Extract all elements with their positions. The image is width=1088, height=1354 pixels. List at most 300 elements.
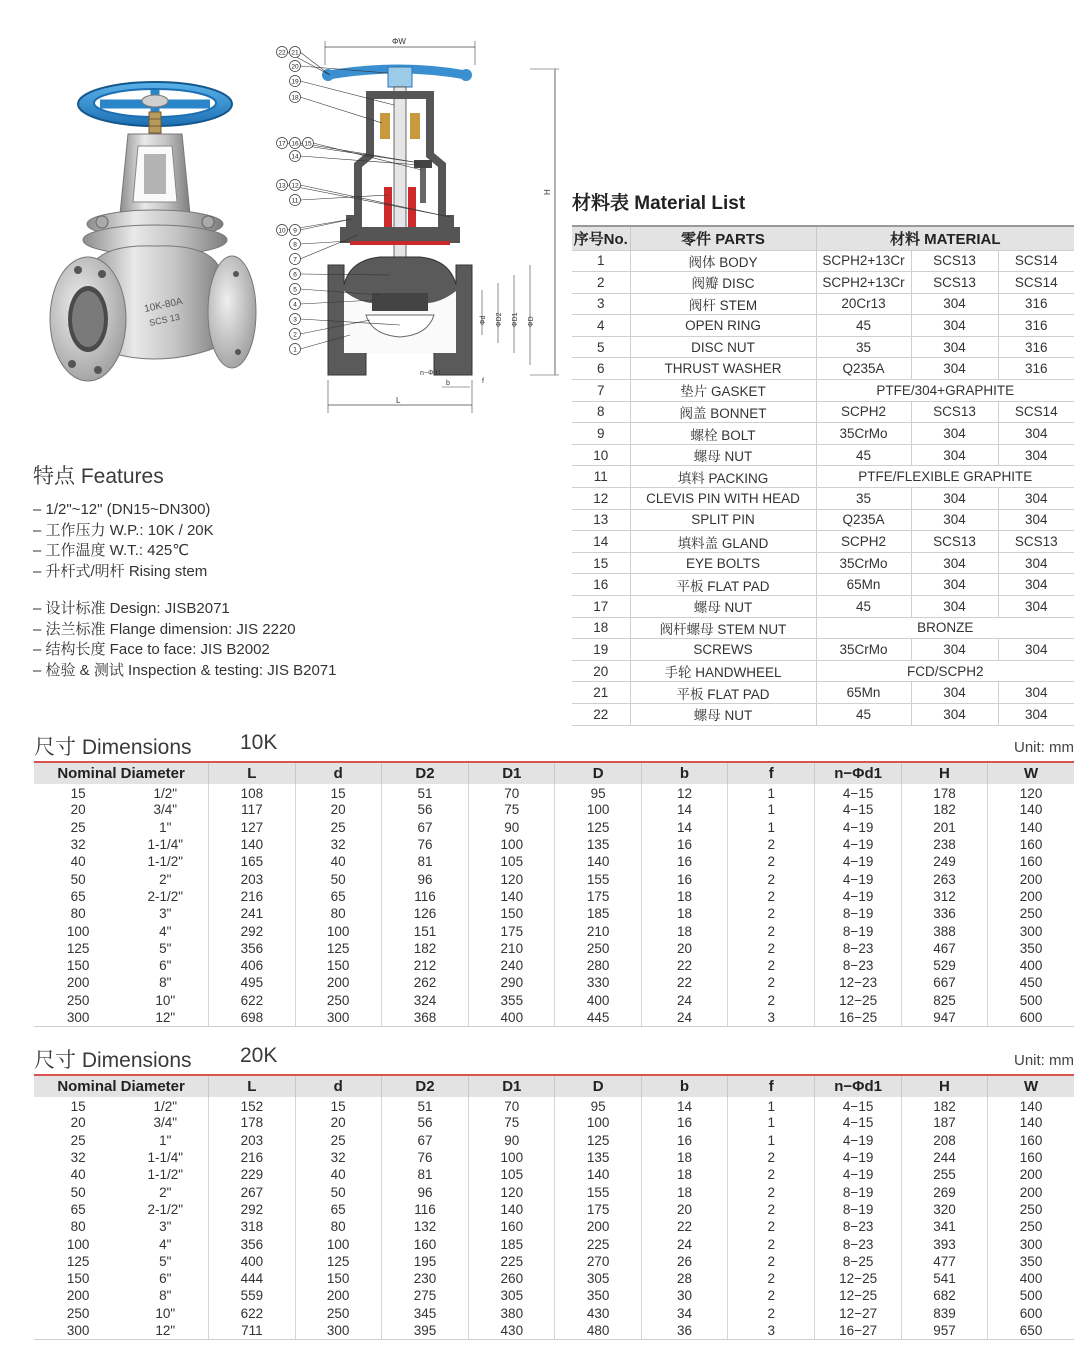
material-cell: SPLIT PIN [630,509,816,531]
dimensions-row [34,1287,1074,1304]
dimensions-cell: 250 [295,1305,381,1322]
dimensions-cell: 16 [641,1132,727,1149]
dimensions-cell: 2" [159,1184,172,1200]
dimensions-cell: 20 [70,1115,86,1131]
dimensions-cell: 32 [70,837,86,853]
balloon-number: 6 [293,271,297,279]
dimensions-cell: 4−15 [815,784,901,801]
dimensions-cell: 195 [381,1253,468,1270]
dimensions-cell: 32 [295,1149,381,1166]
dimensions-cell: 50 [70,871,86,887]
material-row [572,315,1074,337]
dimensions-cell: 241 [209,905,295,922]
dimensions-cell: 22 [641,974,727,991]
dimensions-cell: 75 [469,801,555,818]
dimensions-row [34,1201,1074,1218]
dimensions-cell: 65 [70,888,86,904]
dimensions-cell: 711 [209,1322,295,1339]
dimensions-cell: 140 [988,801,1074,818]
dimensions-row [34,801,1074,818]
feature-item: – 工作温度 W.T.: 425℃ [33,541,553,562]
material-cell: 螺母 NUT [630,703,816,725]
material-cell: PTFE/304+GRAPHITE [816,380,1074,402]
header-no: 序号No. [572,226,630,250]
dimensions-cell: 430 [469,1322,555,1339]
dimensions-cell: 26 [641,1253,727,1270]
dimensions-cell: 210 [555,922,641,939]
dimensions-cell: 95 [555,784,641,801]
material-cell: 304 [911,444,998,466]
dimensions-cell: 2 [728,940,815,957]
material-cell: 10 [572,444,630,466]
material-cell: 304 [911,703,998,725]
dimensions-header: b [641,1075,727,1097]
material-row [572,682,1074,704]
dimensions-cell: 34 [641,1305,727,1322]
dimensions-cell: 100 [295,1235,381,1252]
dimensions-cell: 182 [901,801,987,818]
dimensions-cell: 5" [159,1253,172,1269]
dimensions-cell: 300 [988,1235,1074,1252]
dimensions-header: b [641,762,727,784]
dimensions-cell: 50 [295,1183,381,1200]
dimensions-cell: 622 [209,992,295,1009]
material-cell: 6 [572,358,630,380]
dimensions-cell: 160 [988,1132,1074,1149]
dimensions-cell: 529 [901,957,987,974]
balloon-number: 19 [291,78,299,86]
dimensions-header: Nominal Diameter [34,1075,209,1097]
material-cell: 9 [572,423,630,445]
dimensions-cell: 290 [469,974,555,991]
dimensions-cell: 200 [66,975,90,991]
dimensions-row [34,1218,1074,1235]
dimensions-cell: 1-1/4" [147,837,184,853]
dimensions-cell: 160 [988,836,1074,853]
dimensions-cell: 559 [209,1287,295,1304]
material-cell: SCS14 [998,250,1074,272]
material-list-section [572,188,1074,726]
material-cell: 19 [572,639,630,661]
dimensions-cell: 2 [728,1287,815,1304]
dimensions-cell: 100 [469,836,555,853]
material-list-title: 材料表 Material List [572,193,746,214]
feature-item: – 1/2"~12" (DN15~DN300) [33,500,553,521]
dimensions-cell: 125 [295,1253,381,1270]
dimensions-cell: 200 [988,1183,1074,1200]
dimensions-cell: 2 [728,888,815,905]
dimensions-cell: 250 [66,1305,90,1321]
dimensions-cell: 477 [901,1253,987,1270]
material-cell: 螺母 NUT [630,596,816,618]
dimensions-cell: 65 [70,1201,86,1217]
dimensions-row [34,870,1074,887]
dim-label-d: Φd [480,315,487,325]
dimensions-cell: 175 [469,922,555,939]
dimensions-header: f [728,1075,815,1097]
dimensions-cell: 336 [901,905,987,922]
balloon-number: 2 [293,331,297,339]
material-table-header [572,226,1074,250]
dimensions-cell: 4" [159,923,172,939]
dimensions-cell: 208 [901,1132,987,1149]
dimensions-cell: 350 [555,1287,641,1304]
dimensions-cell: 75 [469,1114,555,1131]
dimensions-cell: 160 [988,1149,1074,1166]
dimensions-cell: 622 [209,1305,295,1322]
dimensions-cell: 406 [209,957,295,974]
dimensions-cell: 201 [901,819,987,836]
dimensions-cell: 2 [728,1253,815,1270]
dimensions-row [34,1009,1074,1026]
dimensions-row [34,1305,1074,1322]
dimensions-cell: 100 [555,801,641,818]
dimensions-cell: 140 [555,1166,641,1183]
dimensions-cell: 182 [381,940,468,957]
dimensions-cell: 51 [381,784,468,801]
dimensions-cell: 185 [555,905,641,922]
material-cell: 316 [998,358,1074,380]
header-material: 材料 MATERIAL [816,226,1074,250]
dimensions-cell: 682 [901,1287,987,1304]
dimensions-cell: 16 [641,870,727,887]
dimensions-cell: 300 [988,922,1074,939]
dimensions-cell: 495 [209,974,295,991]
dimensions-cell: 467 [901,940,987,957]
dimensions-cell: 3 [728,1322,815,1339]
dimensions-10k-section [34,731,1074,1027]
dimensions-header: d [295,1075,381,1097]
material-cell: SCREWS [630,639,816,661]
dimensions-cell: 957 [901,1322,987,1339]
dimensions-cell: 20 [295,801,381,818]
dimensions-cell: 2 [728,974,815,991]
dimensions-cell: 450 [988,974,1074,991]
material-cell: 20 [572,660,630,682]
material-cell: OPEN RING [630,315,816,337]
material-cell: 14 [572,531,630,553]
dimensions-cell: 200 [295,974,381,991]
dimensions-header: d [295,762,381,784]
material-row [572,250,1074,272]
material-cell: 阀瓣 DISC [630,272,816,294]
dimensions-cell: 200 [988,1166,1074,1183]
dimensions-cell: 50 [70,1184,86,1200]
dimensions-cell: 80 [70,906,86,922]
material-cell: 2 [572,272,630,294]
dimensions-cell: 229 [209,1166,295,1183]
dimensions-cell: 20 [641,940,727,957]
dimensions-row [34,888,1074,905]
material-row [572,531,1074,553]
dimensions-cell: 2 [728,1183,815,1200]
dimensions-cell: 80 [295,905,381,922]
dimensions-cell: 70 [469,784,555,801]
material-cell: 填料盖 GLAND [630,531,816,553]
dimensions-cell: 25 [295,1132,381,1149]
dimensions-cell: 250 [988,1218,1074,1235]
dimensions-cell: 12−27 [815,1305,901,1322]
material-cell: 316 [998,315,1074,337]
dimensions-cell: 165 [209,853,295,870]
dimensions-cell: 125 [555,819,641,836]
material-cell: THRUST WASHER [630,358,816,380]
material-row [572,293,1074,315]
dimensions-row [34,853,1074,870]
dimensions-cell: 30 [641,1287,727,1304]
dimensions-row [34,1183,1074,1200]
dimensions-header: D1 [469,762,555,784]
dimensions-cell: 300 [295,1322,381,1339]
dimensions-cell: 5" [159,940,172,956]
dim-label-d2: ΦD2 [496,312,503,327]
dimensions-cell: 393 [901,1235,987,1252]
dimensions-cell: 14 [641,801,727,818]
dimensions-row [34,1235,1074,1252]
dimensions-cell: 150 [295,1270,381,1287]
dimensions-cell: 16 [641,853,727,870]
material-cell: 304 [911,336,998,358]
dimensions-cell: 150 [66,958,90,974]
dimensions-row [34,940,1074,957]
material-cell: 304 [911,293,998,315]
balloon-number: 11 [291,197,299,205]
dimensions-cell: 350 [988,940,1074,957]
unit-label: Unit: mm [1014,739,1074,756]
material-row [572,703,1074,725]
dimensions-cell: 132 [381,1218,468,1235]
material-cell: 304 [998,488,1074,510]
dimensions-row [34,1132,1074,1149]
dimensions-cell: 12−25 [815,992,901,1009]
dimensions-cell: 255 [901,1166,987,1183]
dimensions-cell: 120 [469,1183,555,1200]
dimensions-cell: 203 [209,1132,295,1149]
dimensions-cell: 400 [555,992,641,1009]
dimensions-row [34,819,1074,836]
dimensions-cell: 395 [381,1322,468,1339]
material-cell: 304 [998,423,1074,445]
material-cell: BRONZE [816,617,1074,639]
dimensions-cell: 116 [381,1201,468,1218]
pressure-class: 20K [240,1044,278,1067]
dimensions-row [34,957,1074,974]
material-cell: SCS14 [998,401,1074,423]
dimensions-cell: 18 [641,1149,727,1166]
dimensions-cell: 100 [295,922,381,939]
dimensions-cell: 210 [469,940,555,957]
dimensions-cell: 25 [70,1132,86,1148]
material-cell: 5 [572,336,630,358]
dimensions-cell: 105 [469,853,555,870]
dimensions-cell: 8" [159,1288,172,1304]
dimensions-cell: 275 [381,1287,468,1304]
dimensions-cell: 12−23 [815,974,901,991]
dimensions-cell: 12 [641,784,727,801]
dimensions-cell: 541 [901,1270,987,1287]
dimensions-row [34,922,1074,939]
dimensions-header: H [901,1075,987,1097]
dimensions-cell: 96 [381,1183,468,1200]
balloon-number: 5 [293,286,297,294]
material-cell: 304 [911,682,998,704]
dimensions-cell: 250 [988,1201,1074,1218]
dimensions-header: D [555,762,641,784]
material-cell: 填料 PACKING [630,466,816,488]
dimensions-cell: 430 [555,1305,641,1322]
balloon-number: 8 [293,241,297,249]
dimensions-cell: 2 [728,853,815,870]
dimensions-cell: 4−19 [815,870,901,887]
dimensions-cell: 182 [901,1097,987,1114]
dimensions-row [34,1114,1074,1131]
dimensions-cell: 250 [295,992,381,1009]
balloon-number: 22 [278,49,286,57]
dimensions-cell: 250 [988,905,1074,922]
dimensions-20k-section [34,1044,1074,1340]
dimensions-cell: 20 [70,802,86,818]
material-cell: 8 [572,401,630,423]
dimensions-cell: 81 [381,1166,468,1183]
feature-item: – 结构长度 Face to face: JIS B2002 [33,640,553,661]
dimensions-cell: 305 [555,1270,641,1287]
balloon-number: 9 [293,227,297,235]
material-cell: DISC NUT [630,336,816,358]
dimensions-cell: 95 [555,1097,641,1114]
dimensions-cell: 12−25 [815,1270,901,1287]
dimensions-cell: 8−23 [815,957,901,974]
dimensions-header: n−Φd1 [815,762,901,784]
dimensions-cell: 839 [901,1305,987,1322]
dimensions-cell: 140 [209,836,295,853]
balloon-number: 18 [291,94,299,102]
dimensions-cell: 1-1/2" [147,854,184,870]
pressure-class: 10K [240,731,278,754]
dimensions-cell: 318 [209,1218,295,1235]
material-cell: 45 [816,315,911,337]
dimensions-cell: 2 [728,992,815,1009]
balloon-number: 1 [293,346,297,354]
material-cell: 45 [816,703,911,725]
features-section [33,460,553,681]
dimensions-cell: 187 [901,1114,987,1131]
dimensions-cell: 200 [988,870,1074,887]
dimensions-cell: 300 [295,1009,381,1026]
dimensions-cell: 150 [469,905,555,922]
material-row [572,444,1074,466]
dimensions-cell: 12−25 [815,1287,901,1304]
dimensions-cell: 650 [988,1322,1074,1339]
material-cell: 12 [572,488,630,510]
balloon-leader [300,52,330,75]
dimensions-row [34,1166,1074,1183]
dimensions-cell: 216 [209,888,295,905]
material-cell: 18 [572,617,630,639]
dimensions-cell: 1 [728,819,815,836]
dimensions-cell: 178 [901,784,987,801]
material-cell: 16 [572,574,630,596]
dimensions-cell: 2 [728,1235,815,1252]
balloon-number: 15 [304,140,312,148]
dimensions-cell: 120 [469,870,555,887]
dimensions-cell: 140 [988,819,1074,836]
dimensions-cell: 500 [988,1287,1074,1304]
dimensions-cell: 698 [209,1009,295,1026]
dimensions-row [34,974,1074,991]
dimensions-cell: 155 [555,1183,641,1200]
material-row [572,358,1074,380]
dimensions-cell: 22 [641,1218,727,1235]
dimensions-cell: 4−19 [815,819,901,836]
feature-item: – 设计标准 Design: JISB2071 [33,599,553,620]
material-cell: 304 [998,682,1074,704]
dimensions-cell: 4−19 [815,853,901,870]
dimensions-cell: 125 [66,1253,90,1269]
dimensions-row [34,905,1074,922]
dimensions-cell: 280 [555,957,641,974]
dimensions-cell: 100 [66,1236,90,1252]
dimensions-cell: 200 [295,1287,381,1304]
dimensions-header-row [34,762,1074,784]
material-cell: 平板 FLAT PAD [630,682,816,704]
dimensions-cell: 667 [901,974,987,991]
dimensions-cell: 263 [901,870,987,887]
dim-label-nd1: n−Φd1 [420,370,442,377]
dimensions-header: f [728,762,815,784]
features-list-1 [33,500,553,582]
balloon-number: 7 [293,256,297,264]
dimensions-cell: 150 [295,957,381,974]
material-row [572,617,1074,639]
material-cell: 1 [572,250,630,272]
dimensions-cell: 12" [122,1322,208,1339]
dimensions-cell: 18 [641,905,727,922]
dimensions-cell: 1 [728,1114,815,1131]
dimensions-cell: 151 [381,922,468,939]
material-cell: 304 [911,315,998,337]
body-marking-1: 10K-80A [143,296,184,315]
balloon-number: 20 [291,63,299,71]
dimensions-cell: 350 [988,1253,1074,1270]
material-cell: 11 [572,466,630,488]
material-cell: SCPH2+13Cr [816,272,911,294]
material-row [572,272,1074,294]
dim-label-h: H [543,189,552,195]
dim-label-f: f [482,378,484,385]
material-cell: SCS13 [998,531,1074,553]
dimensions-cell: 22 [641,957,727,974]
dimensions-cell: 240 [469,957,555,974]
material-cell: 平板 FLAT PAD [630,574,816,596]
dimensions-cell: 2 [728,957,815,974]
dimensions-cell: 2 [728,1166,815,1183]
dimensions-cell: 18 [641,888,727,905]
balloon-number: 12 [291,182,299,190]
dimensions-title: 尺寸 Dimensions [34,736,192,759]
dimensions-cell: 305 [469,1287,555,1304]
material-cell: 20Cr13 [816,293,911,315]
dimensions-cell: 230 [381,1270,468,1287]
dimensions-cell: 2 [728,836,815,853]
dimensions-cell: 2 [728,1201,815,1218]
material-cell: 阀杆螺母 STEM NUT [630,617,816,639]
dim-label-d1: ΦD1 [512,312,519,327]
material-cell: PTFE/FLEXIBLE GRAPHITE [816,466,1074,488]
material-cell: 21 [572,682,630,704]
material-cell: 316 [998,336,1074,358]
dimensions-cell: 2" [159,871,172,887]
material-cell: 65Mn [816,574,911,596]
